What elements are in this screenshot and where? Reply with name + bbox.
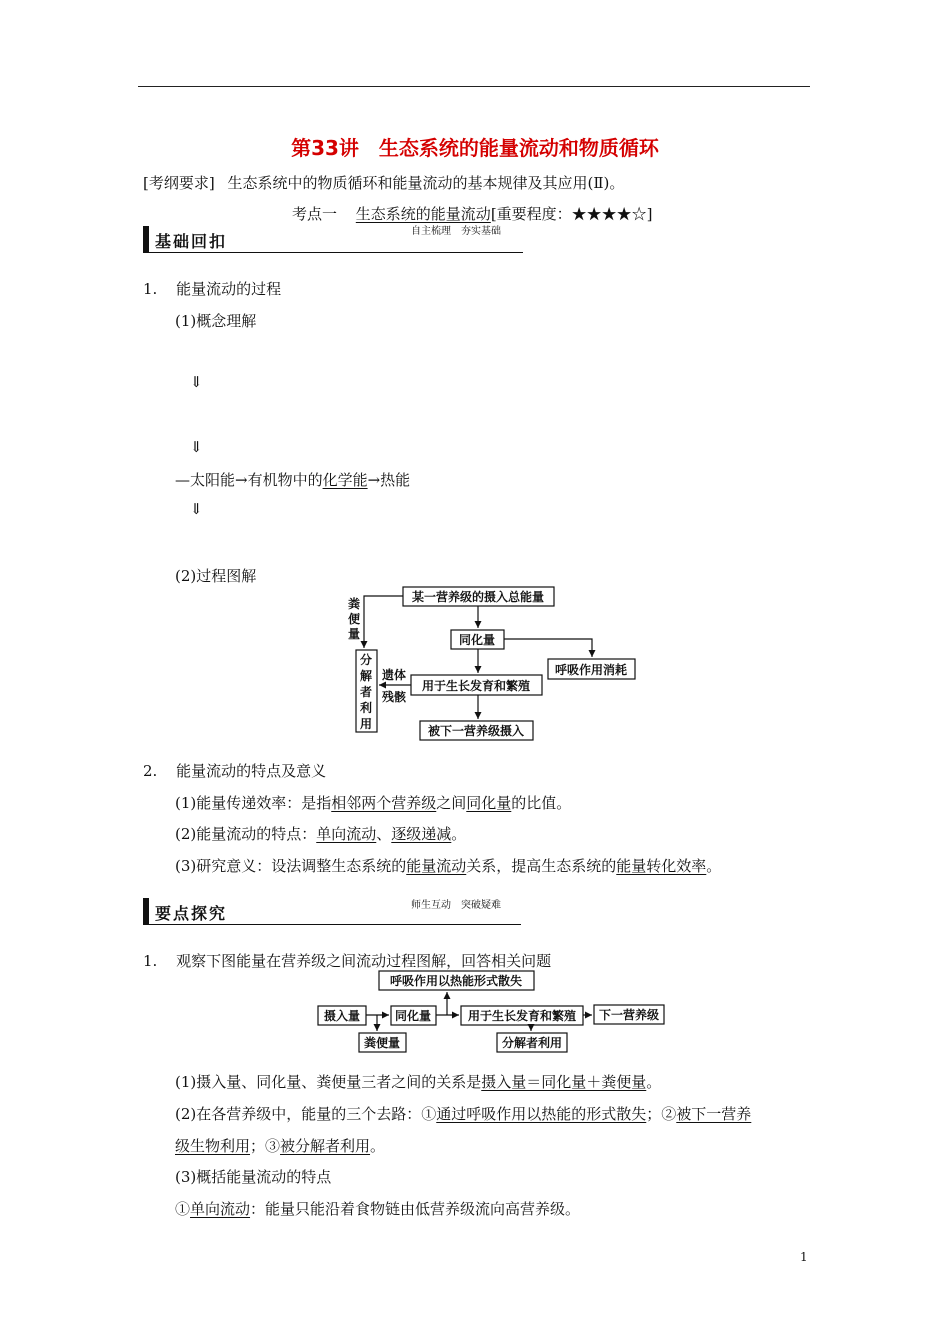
label-decomposer-1: 分 xyxy=(359,653,373,667)
section-title: 基础回扣 xyxy=(155,232,228,251)
section-tag: 师生互动 突破疑难 xyxy=(411,900,501,911)
answer-next-level-part1: 被下一营养 xyxy=(676,1105,752,1123)
down-arrow-2: ⇓ xyxy=(190,438,203,456)
answer-decomposer: 被分解者利用 xyxy=(280,1137,371,1155)
point-prefix: 考点一 xyxy=(292,205,338,223)
q3-number: 1. xyxy=(143,952,158,970)
label-growth: 用于生长发育和繁殖 xyxy=(467,1009,577,1023)
label-decomposer-2: 解 xyxy=(359,669,373,683)
label-next-level: 下一营养级 xyxy=(598,1008,660,1022)
transform-prefix: —太阳能→有机物中的 xyxy=(175,471,323,489)
label-decomposer-3: 者 xyxy=(359,685,373,699)
answer-intake-relation: 摄入量＝同化量＋粪便量 xyxy=(481,1073,647,1091)
label-respiration-heat: 呼吸作用以热能形式散失 xyxy=(389,974,523,988)
label-remains-1: 遗体 xyxy=(381,668,407,682)
answer-adjacent-levels: 相邻两个营养级 xyxy=(331,794,437,812)
label-assimilated: 同化量 xyxy=(394,1009,432,1023)
requirement-label: [考纲要求] xyxy=(143,174,215,192)
energy-transform-line xyxy=(175,469,410,490)
label-decomposer-5: 用 xyxy=(359,717,373,731)
answer-next-level-part2: 级生物利用 xyxy=(175,1137,251,1155)
answer-respiration-heat: 通过呼吸作用以热能的形式散失 xyxy=(436,1105,647,1123)
q3-answer3: (3)概括能量流动的特点 xyxy=(175,1168,332,1186)
q1-sub1: (1)概念理解 xyxy=(175,312,257,330)
label-next-level: 被下一营养级摄入 xyxy=(427,724,525,738)
transform-suffix: →热能 xyxy=(367,471,411,489)
q3-answer2-line1: (2)在各营养级中，能量的三个去路：①通过呼吸作用以热能的形式散失；②被下一营养 xyxy=(175,1105,752,1123)
requirement-line xyxy=(143,172,624,193)
page-title: 第33讲 生态系统的能量流动和物质循环 xyxy=(291,136,659,160)
q3-answer1: (1)摄入量、同化量、粪便量三者之间的关系是摄入量＝同化量＋粪便量。 xyxy=(175,1073,662,1091)
q1-number: 1. xyxy=(143,280,158,298)
label-feces: 粪便量 xyxy=(363,1036,401,1050)
q1-heading xyxy=(143,278,281,299)
answer-conversion-efficiency: 能量转化效率 xyxy=(616,857,707,875)
section-tag: 自主梳理 夯实基础 xyxy=(411,226,501,237)
requirement-text: 生态系统中的物质循环和能量流动的基本规律及其应用(Ⅱ)。 xyxy=(227,174,625,192)
page-number: 1 xyxy=(800,1250,808,1264)
top-rule xyxy=(138,86,810,87)
q2-heading xyxy=(143,760,326,781)
point-title: 生态系统的能量流动 xyxy=(355,205,491,223)
down-arrow-3: ⇓ xyxy=(190,500,203,518)
label-decomposer: 分解者利用 xyxy=(501,1036,563,1050)
q3-answer4: ①单向流动：能量只能沿着食物链由低营养级流向高营养级。 xyxy=(175,1200,581,1218)
q2-line3: (3)研究意义：设法调整生态系统的能量流动关系，提高生态系统的能量转化效率。 xyxy=(175,857,722,875)
label-feces-2: 便 xyxy=(347,612,361,626)
section-underline xyxy=(143,924,521,925)
q2-title: 能量流动的特点及意义 xyxy=(176,762,327,780)
answer-decreasing: 逐级递减 xyxy=(391,825,452,843)
label-decomposer-4: 利 xyxy=(359,701,373,715)
q2-number: 2. xyxy=(143,762,158,780)
section-mark xyxy=(143,226,149,252)
q3-answer2-line2: 级生物利用；③被分解者利用。 xyxy=(175,1137,386,1155)
q2-line1: (1)能量传递效率：是指相邻两个营养级之间同化量的比值。 xyxy=(175,794,572,812)
label-feces-3: 量 xyxy=(347,627,361,641)
q2-line2: (2)能量流动的特点：单向流动、逐级递减。 xyxy=(175,825,467,843)
answer-assimilated: 同化量 xyxy=(466,794,512,812)
label-remains-2: 残骸 xyxy=(381,690,407,704)
point-heading xyxy=(292,203,653,224)
answer-energy-flow: 能量流动 xyxy=(406,857,467,875)
q1-title: 能量流动的过程 xyxy=(176,280,282,298)
section-mark xyxy=(143,898,149,924)
section-title: 要点探究 xyxy=(155,904,228,923)
answer-unidirectional-flow: 单向流动 xyxy=(190,1200,251,1218)
energy-flow-diagram-2 xyxy=(315,968,675,1058)
section-key-points xyxy=(143,898,521,924)
section-basics xyxy=(143,226,523,252)
label-total-intake: 某一营养级的摄入总能量 xyxy=(411,590,545,604)
label-assimilated: 同化量 xyxy=(458,633,496,647)
label-intake: 摄入量 xyxy=(323,1009,361,1023)
answer-unidirectional: 单向流动 xyxy=(316,825,377,843)
label-respiration: 呼吸作用消耗 xyxy=(554,663,628,677)
section-underline xyxy=(143,252,523,253)
q1-sub2: (2)过程图解 xyxy=(175,567,257,585)
down-arrow-1: ⇓ xyxy=(190,373,203,391)
q3-title: 观察下图能量在营养级之间流动过程图解，回答相关问题 xyxy=(176,952,552,970)
transform-chemical: 化学能 xyxy=(322,471,368,489)
importance-rating: [重要程度：★★★★☆] xyxy=(490,205,653,223)
energy-flow-diagram-1 xyxy=(330,582,650,744)
label-growth: 用于生长发育和繁殖 xyxy=(421,679,531,693)
label-feces-1: 粪 xyxy=(347,597,361,611)
